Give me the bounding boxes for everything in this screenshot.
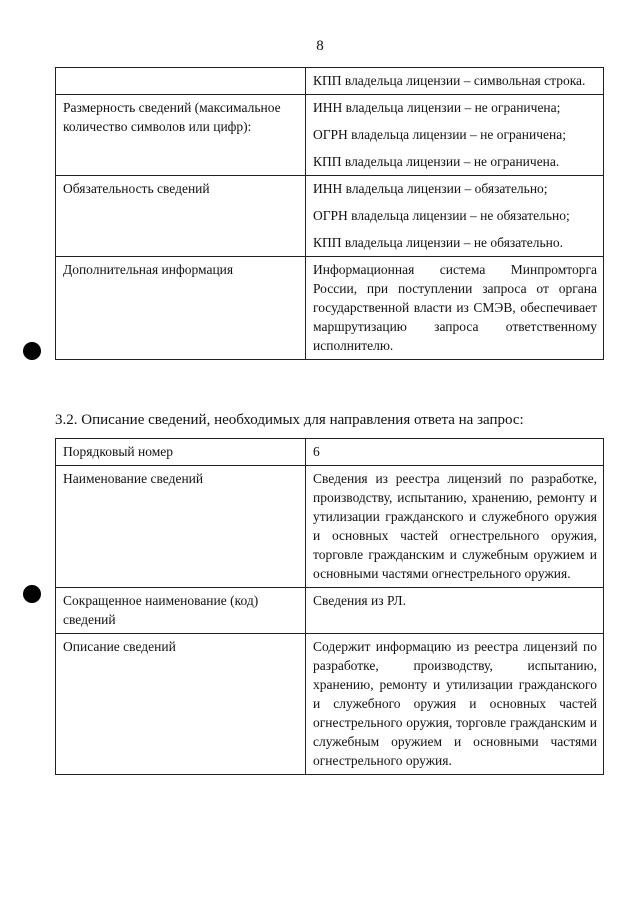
response-description-table bbox=[55, 438, 604, 775]
value-line: КПП владельца лицензии – не обязательно. bbox=[313, 235, 564, 250]
row-label: Наименование сведений bbox=[56, 466, 306, 588]
row-value: 6 bbox=[306, 439, 604, 466]
row-label: Дополнительная информация bbox=[56, 257, 306, 360]
value-line: ОГРН владельца лицензии – не обязательно; bbox=[313, 208, 570, 223]
data-description-table-continued bbox=[55, 67, 604, 360]
row-value bbox=[306, 176, 604, 257]
value-line: ОГРН владельца лицензии – не ограничена; bbox=[313, 127, 566, 142]
row-label: Порядковый номер bbox=[56, 439, 306, 466]
punch-hole-mark bbox=[23, 342, 41, 360]
table-row bbox=[56, 68, 604, 95]
value-line: ИНН владельца лицензии – не ограничена; bbox=[313, 100, 561, 115]
table-row bbox=[56, 634, 604, 775]
row-label: Обязательность сведений bbox=[56, 176, 306, 257]
table-row bbox=[56, 466, 604, 588]
row-value: Сведения из реестра лицензий по разработке, производству, испытанию, хранению, ремонту и утилизации гражданского и служебного оружия и основных частей огнестрельного оружия, торговле гражданским и служебным оружием и основными частями огнестрельного оружия. bbox=[306, 466, 604, 588]
row-label: Описание сведений bbox=[56, 634, 306, 775]
row-value: КПП владельца лицензии – символьная строка. bbox=[306, 68, 604, 95]
row-label bbox=[56, 68, 306, 95]
table-row bbox=[56, 95, 604, 176]
row-value: Информационная система Минпромторга России, при поступлении запроса от органа государственной власти из СМЭВ, обеспечивает маршрутизацию запроса ответственному исполнителю. bbox=[306, 257, 604, 360]
table-row bbox=[56, 257, 604, 360]
table-row bbox=[56, 176, 604, 257]
value-line: ИНН владельца лицензии – обязательно; bbox=[313, 181, 548, 196]
value-line: КПП владельца лицензии – не ограничена. bbox=[313, 154, 560, 169]
row-value: Содержит информацию из реестра лицензий по разработке, производству, испытанию, хранению, ремонту и утилизации гражданского и служебного оружия и основных частей огнестрельного оружия, торговле гражданским и служебным оружием и основными частями огнестрельного оружия. bbox=[306, 634, 604, 775]
table-row bbox=[56, 588, 604, 634]
row-label: Сокращенное наименование (код) сведений bbox=[56, 588, 306, 634]
row-label: Размерность сведений (максимальное количество символов или цифр): bbox=[56, 95, 306, 176]
table-row bbox=[56, 439, 604, 466]
row-value: Сведения из РЛ. bbox=[306, 588, 604, 634]
page-number: 8 bbox=[316, 38, 324, 54]
section-heading: 3.2. Описание сведений, необходимых для направления ответа на запрос: bbox=[55, 412, 524, 428]
punch-hole-mark bbox=[23, 585, 41, 603]
row-value bbox=[306, 95, 604, 176]
